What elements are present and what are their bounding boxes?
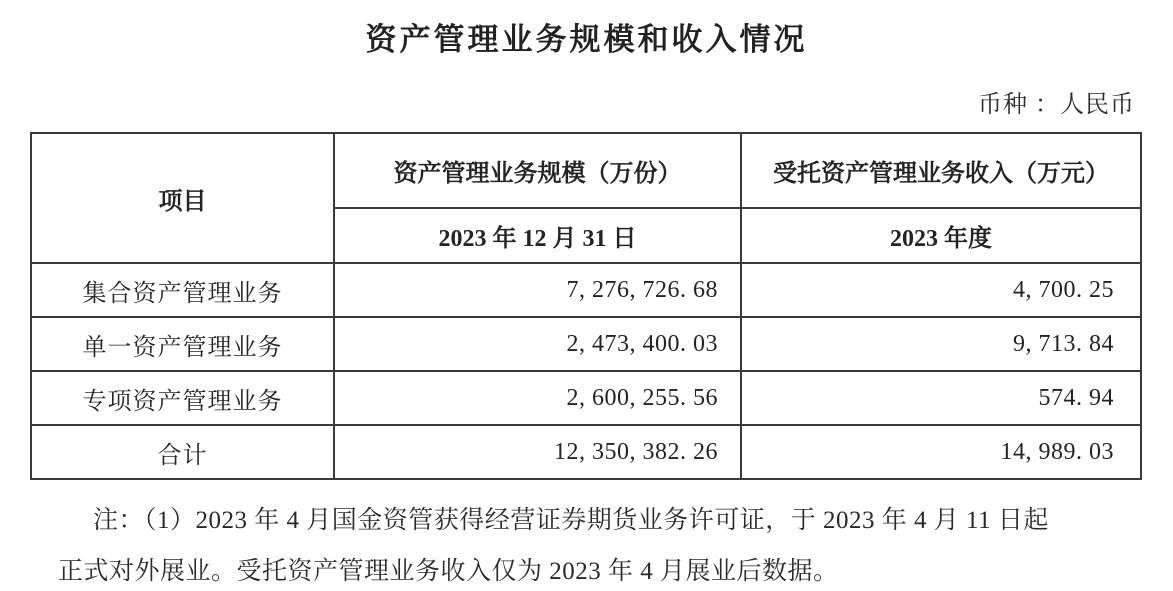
header-scale: 资产管理业务规模（万份）: [334, 133, 741, 208]
page-title: 资产管理业务规模和收入情况: [365, 22, 808, 57]
subheader-income-period: 2023 年度: [741, 208, 1141, 263]
row-item-label: 单一资产管理业务: [31, 317, 334, 371]
row-item-label: 专项资产管理业务: [31, 371, 334, 425]
total-income-value: 14, 989. 03: [741, 425, 1141, 479]
header-item: 项目: [31, 133, 334, 263]
table-row: [31, 317, 1141, 371]
total-label: 合计: [31, 425, 334, 479]
subheader-scale-period: 2023 年 12 月 31 日: [334, 208, 741, 263]
footnote-line-1: 注：（1）2023 年 4 月国金资管获得经营证券期货业务许可证，于 2023 年 4 月 11 日起: [93, 507, 1049, 534]
row-income-value: 9, 713. 84: [741, 317, 1141, 371]
table-total-row: [31, 425, 1141, 479]
table-row: [31, 371, 1141, 425]
row-scale-value: 7, 276, 726. 68: [334, 263, 741, 317]
footnote: [58, 495, 1133, 591]
currency-label: 币种 ：人民币: [978, 92, 1135, 118]
table-row: [31, 263, 1141, 317]
asset-management-table: [30, 132, 1142, 480]
total-scale-value: 12, 350, 382. 26: [334, 425, 741, 479]
row-item-label: 集合资产管理业务: [31, 263, 334, 317]
row-scale-value: 2, 600, 255. 56: [334, 371, 741, 425]
table-header-row: [31, 133, 1141, 208]
row-income-value: 4, 700. 25: [741, 263, 1141, 317]
row-scale-value: 2, 473, 400. 03: [334, 317, 741, 371]
row-income-value: 574. 94: [741, 371, 1141, 425]
header-income: 受托资产管理业务收入（万元）: [741, 133, 1141, 208]
footnote-line-2: 正式对外展业。受托资产管理业务收入仅为 2023 年 4 月展业后数据。: [58, 558, 839, 585]
